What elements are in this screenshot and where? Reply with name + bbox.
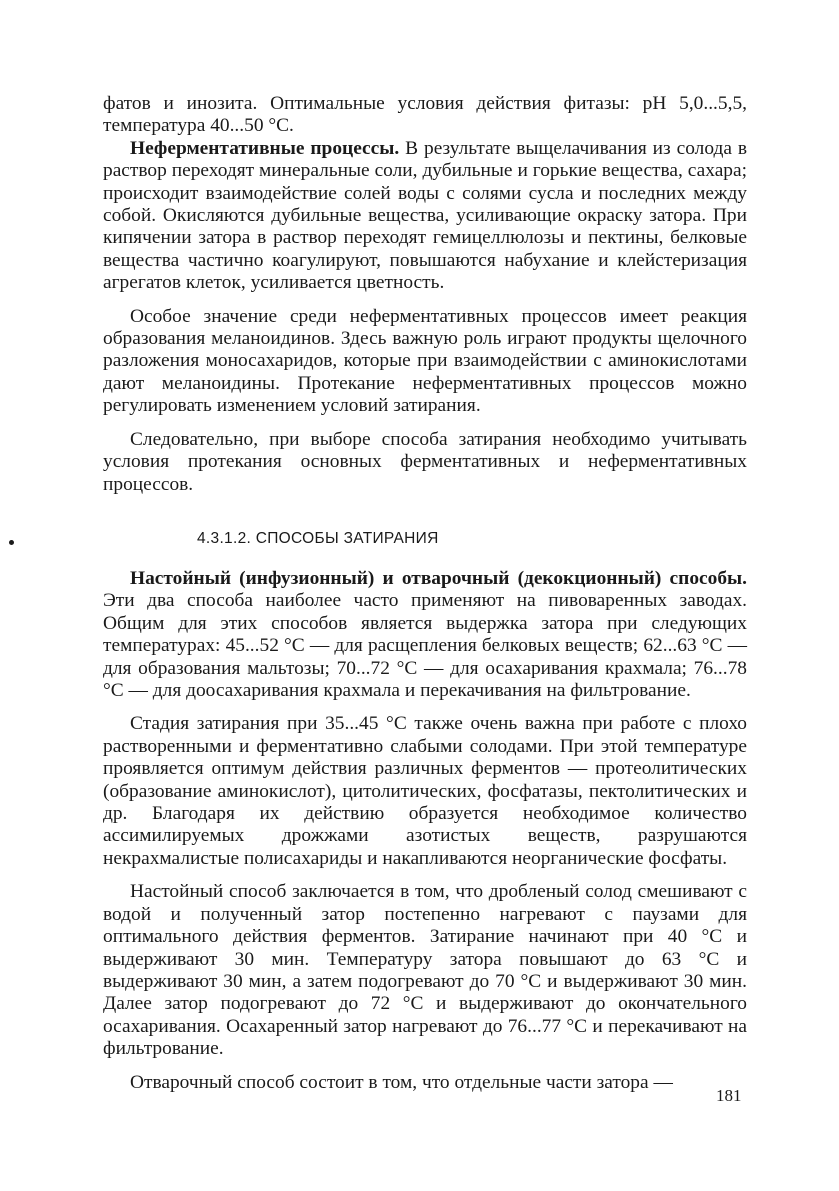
paragraph-mashing-methods: [103, 568, 747, 702]
page-number: 181: [716, 1086, 742, 1105]
paragraph-decoction: [103, 1072, 747, 1094]
paragraph-melanoidins: [103, 306, 747, 418]
paragraph-text: Стадия затирания при 35...45 °С также очень важна при работе с плохо растворенными и ферментативно слабыми солодами. При этой температуре проявляется оптимум действия различных ферментов — протеолитических (образование аминокислот), цитолитических, фосфатазы, пектолитических и др. Благодаря их действию образуется необходимое количество ассимилируемых дрожжами азотистых веществ, разрушаются некрахмалистые полисахариды и накапливаются неорганические фосфаты.: [103, 713, 747, 869]
paragraph-continuation: [103, 93, 747, 138]
stray-dot-mark: [9, 540, 14, 545]
run-in-heading: Неферментативные процессы.: [130, 137, 400, 159]
paragraph-text: фатов и инозита. Оптимальные условия действия фитазы: рН 5,0...5,5, температура 40...50 °С.: [103, 93, 747, 137]
paragraph-nonenzymatic: [103, 138, 747, 295]
paragraph-infusion: [103, 881, 747, 1060]
paragraph-conclusion: [103, 429, 747, 496]
paragraph-text: Эти два способа наиболее часто применяют на пивоваренных заводах. Общим для этих способов является выдержка затора при следующих температурах: 45...52 °С — для расщепления белковых веществ; 62...63 °С — для образования мальтозы; 70...72 °С — для осахаривания крахмала; 76...78 °С — для доосахаривания крахмала и перекачивания на фильтрование.: [103, 590, 747, 702]
paragraph-text: В результате выщелачивания из солода в раствор переходят минеральные соли, дубильные и горькие вещества, сахара; происходит взаимодействие солей воды с солями сусла и последних между собой. Окисляются дубильные вещества, усиливающие окраску затора. При кипячении затора в раствор переходят гемицеллюлозы и пектины, белковые вещества частично коагулируют, повышаются набухание и клейстеризация агрегатов клеток, усиливается цветность.: [103, 137, 748, 294]
paragraph-text: Отварочный способ состоит в том, что отдельные части затора —: [130, 1071, 673, 1093]
run-in-heading: Настойный (инфузионный) и отварочный (декокционный) способы.: [130, 568, 747, 589]
paragraph-stage: [103, 713, 747, 870]
page-body-bottom: [103, 568, 747, 1094]
page-body-top: [103, 93, 747, 496]
paragraph-text: Следовательно, при выборе способа затирания необходимо учитывать условия протекания основных ферментативных и неферментативных процессов.: [103, 428, 747, 495]
paragraph-text: Настойный способ заключается в том, что дробленый солод смешивают с водой и полученный затор постепенно нагревают с паузами для оптимального действия ферментов. Затирание начинают при 40 °С и выдерживают 30 мин. Температуру затора повышают до 63 °С и выдерживают 30 мин, а затем подогревают до 70 °С и выдерживают 30 мин. Далее затор подогревают до 72 °С и выдерживают до окончательного осахаривания. Осахаренный затор нагревают до 76...77 °С и перекачивают на фильтрование.: [103, 881, 747, 1060]
section-heading: 4.3.1.2. СПОСОБЫ ЗАТИРАНИЯ: [197, 530, 439, 547]
paragraph-text: Особое значение среди неферментативных процессов имеет реакция образования меланоидинов. Здесь важную роль играют продукты щелочного разложения моносахаридов, которые при взаимодействии с аминокислотами дают меланоидины. Протекание неферментативных процессов можно регулировать изменением условий затирания.: [103, 305, 747, 417]
